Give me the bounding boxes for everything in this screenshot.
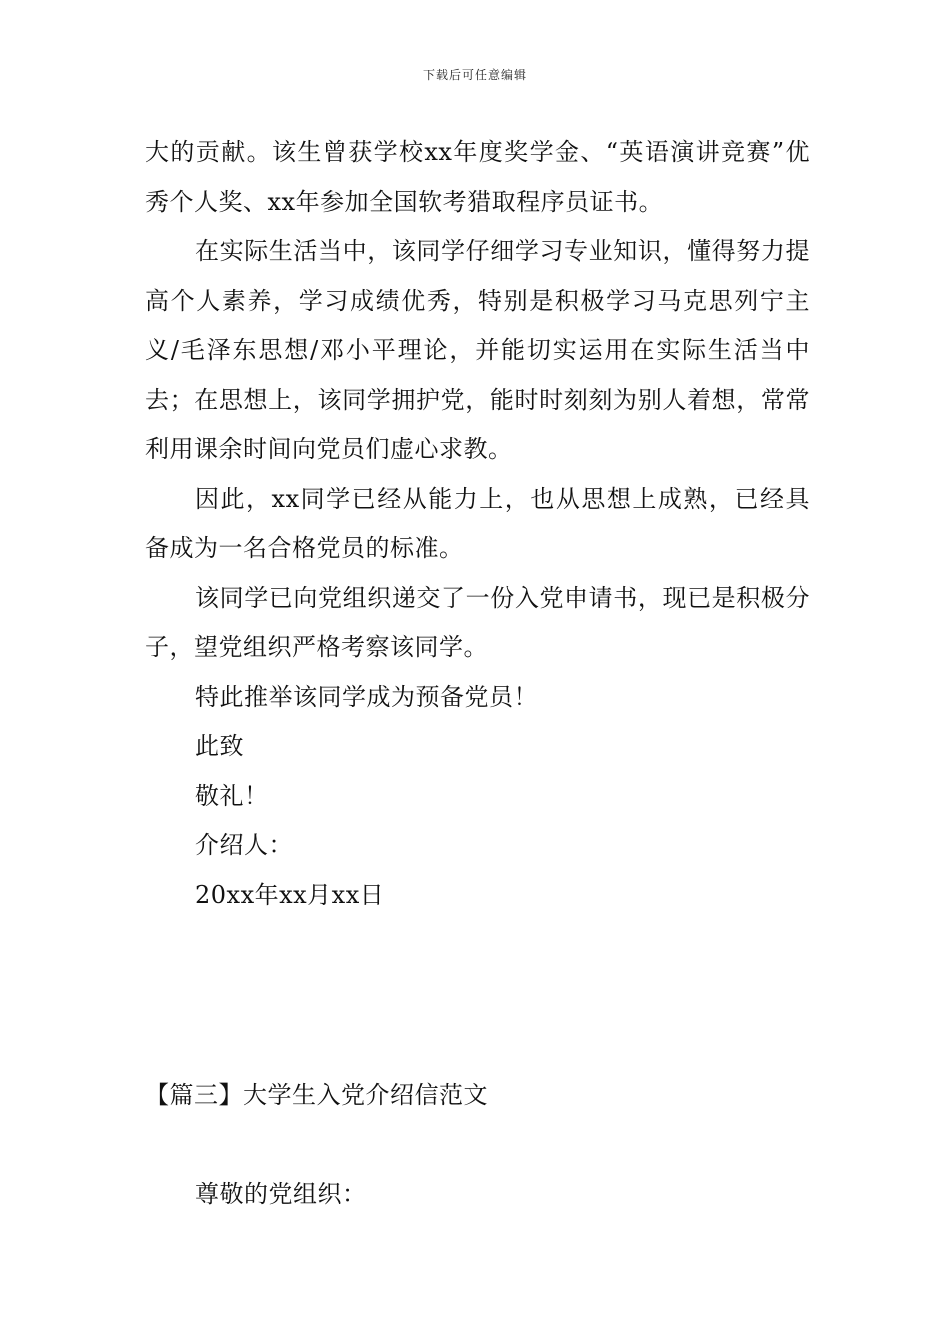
paragraph-4: 该同学已向党组织递交了一份入党申请书，现已是积极分子，望党组织严格考察该同学。 [145, 583, 810, 661]
paragraph-2: 在实际生活当中，该同学仔细学习专业知识，懂得努力提高个人素养，学习成绩优秀，特别是积极学习马克思列宁主义/毛泽东思想/邓小平理论，并能切实运用在实际生活当中去；在思想上，该同学拥护党，能时时刻刻为别人着想，常常利用课余时间向党员们虚心求教。 [145, 237, 810, 463]
paragraph-3: 因此，xx同学已经从能力上，也从思想上成熟，已经具备成为一名合格党员的标准。 [145, 484, 810, 562]
salutation: 尊敬的党组织： [195, 1180, 367, 1208]
closing-jingli: 敬礼！ [195, 781, 269, 810]
closing-cizhi: 此致 [195, 732, 244, 760]
date-line: 20xx年xx月xx日 [195, 880, 385, 909]
document-body [145, 128, 810, 920]
section-title: 【篇三】大学生入党介绍信范文 [145, 1081, 488, 1109]
paragraph-1: 大的贡献。该生曾获学校xx年度奖学金、“英语演讲竞赛”优秀个人奖、xx年参加全国软考猎取程序员证书。 [145, 138, 810, 216]
page-header: 下载后可任意编辑 [422, 68, 527, 82]
introducer-label: 介绍人： [195, 831, 293, 859]
recommendation-line: 特此推举该同学成为预备党员！ [195, 682, 538, 711]
